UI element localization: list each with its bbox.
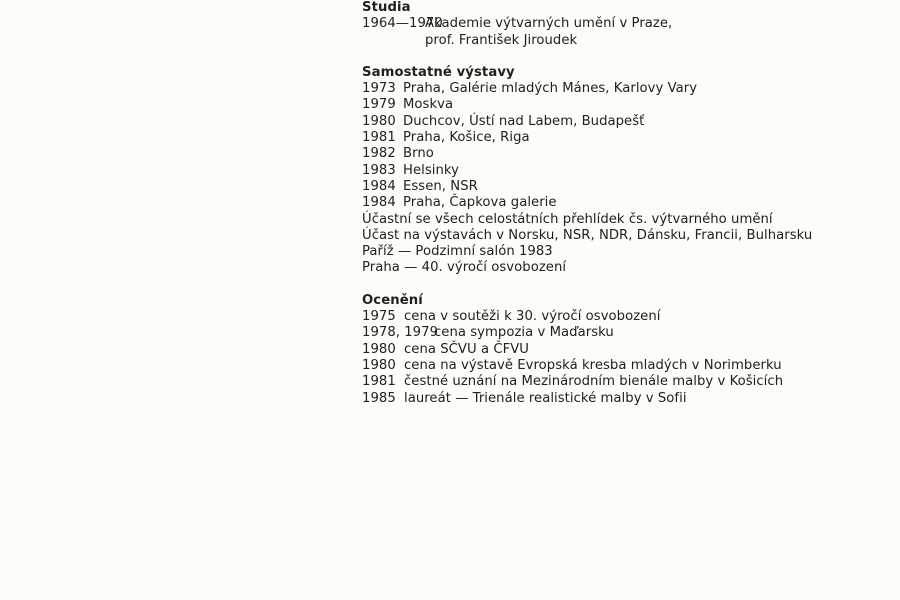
entry-row — [362, 114, 892, 130]
entry-description — [425, 16, 892, 49]
section-studia — [362, 0, 892, 49]
entry-year: 1984 — [362, 178, 396, 194]
entry-row — [362, 195, 892, 211]
entry-year: 1980 — [362, 341, 396, 357]
entry-year: 1981 — [362, 374, 396, 390]
entry-description: laureát — Trienále realistické malby v Sofii — [404, 390, 687, 406]
entry-description: čestné uznání na Mezinárodním bienále malby v Košicích — [404, 374, 784, 390]
entry-row — [362, 309, 892, 325]
entry-description: Brno — [403, 146, 434, 162]
entry-year: 1964—1970 — [362, 16, 443, 32]
entry-row — [362, 130, 892, 146]
entry-row — [362, 16, 892, 49]
entry-row — [362, 374, 892, 390]
entry-description: cena na výstavě Evropská kresba mladých v Norimberku — [404, 357, 782, 373]
entry-description: cena v soutěži k 30. výročí osvobození — [404, 309, 661, 325]
entry-description-continuation: prof. František Jiroudek — [425, 32, 578, 48]
entry-year: 1982 — [362, 146, 396, 162]
entry-description-line: Akademie výtvarných umění v Praze, — [425, 16, 673, 32]
entry-description: Moskva — [403, 97, 454, 113]
entry-description: Praha, Čapkova galerie — [403, 195, 557, 211]
entry-year: 1981 — [362, 130, 396, 146]
entry-description: Praha, Košice, Riga — [403, 130, 530, 146]
entry-row — [362, 358, 892, 374]
entry-description: Helsinky — [403, 162, 459, 178]
entry-description: Praha, Galérie mladých Mánes, Karlovy Vary — [403, 81, 698, 97]
section-heading-oceneni: Ocenění — [362, 292, 423, 308]
entry-description: cena sympozia v Maďarsku — [434, 325, 614, 341]
entry-row — [362, 81, 892, 97]
entry-year: 1973 — [362, 81, 396, 97]
section-oceneni — [362, 293, 892, 407]
entry-year: 1980 — [362, 113, 396, 129]
section-samostatne-vystavy — [362, 65, 892, 277]
entry-description: Duchcov, Ústí nad Labem, Budapešť — [403, 113, 645, 129]
entry-row — [362, 391, 892, 407]
cv-content — [362, 0, 892, 407]
plain-text-line: Účast na výstavách v Norsku, NSR, NDR, Dánsku, Francii, Bulharsku — [362, 227, 813, 243]
entry-row — [362, 342, 892, 358]
entry-row — [362, 163, 892, 179]
section-heading-studia: Studia — [362, 0, 411, 15]
entry-description: cena SČVU a ČFVU — [404, 341, 529, 357]
entry-row — [362, 179, 892, 195]
entry-year: 1975 — [362, 309, 396, 325]
entry-description: Essen, NSR — [403, 178, 478, 194]
entry-year: 1984 — [362, 195, 396, 211]
section-heading-samostatne-vystavy: Samostatné výstavy — [362, 64, 515, 80]
entry-year: 1978, 1979 — [362, 325, 439, 341]
entry-row — [362, 146, 892, 162]
plain-text-line: Účastní se všech celostátních přehlídek čs. výtvarného umění — [362, 211, 773, 227]
entry-row — [362, 325, 892, 341]
faint-page-mark — [80, 578, 176, 589]
entry-year: 1985 — [362, 390, 396, 406]
entry-year: 1983 — [362, 162, 396, 178]
entry-year: 1980 — [362, 357, 396, 373]
plain-text-line: Paříž — Podzimní salón 1983 — [362, 244, 553, 260]
entry-year: 1979 — [362, 97, 396, 113]
entry-row — [362, 97, 892, 113]
plain-text-line: Praha — 40. výročí osvobození — [362, 260, 567, 276]
